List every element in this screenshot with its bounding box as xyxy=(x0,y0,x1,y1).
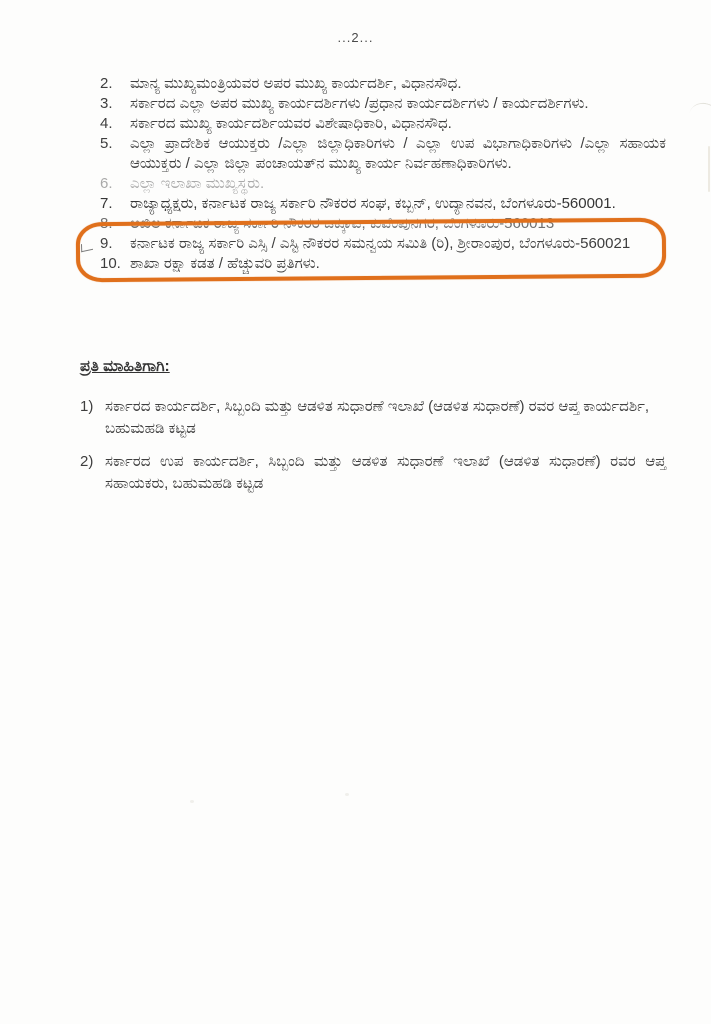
item-text: ಶಾಖಾ ರಕ್ಷಾ ಕಡತ / ಹೆಚ್ಚುವರಿ ಪ್ರತಿಗಳು. xyxy=(130,255,320,272)
item-number: 5. xyxy=(100,135,113,152)
scan-speck xyxy=(190,800,194,803)
item-number: 4. xyxy=(100,115,113,132)
scan-artifact-curve xyxy=(686,100,711,133)
item-text: ಕರ್ನಾಟಕ ರಾಜ್ಯ ಸರ್ಕಾರಿ ಎಸ್ಸಿ / ಎಸ್ಟಿ ನೌಕರರ ಸಮನ್ವಯ ಸಮಿತಿ (ರಿ), ಶ್ರೀರಾಂಪುರ, ಬೆಂಗಳೂರು-560021 xyxy=(130,235,631,252)
item-text: ರಾಜ್ಯಾಧ್ಯಕ್ಷರು, ಕರ್ನಾಟಕ ರಾಜ್ಯ ಸರ್ಕಾರಿ ನೌಕರರ ಸಂಘ, ಕಬ್ಬನ್, ಉದ್ಯಾನವನ, ಬೆಂಗಳೂರು-560001. xyxy=(130,195,616,212)
copy-info-section xyxy=(80,356,666,496)
dist-item-4 xyxy=(100,114,666,134)
item-number: 1) xyxy=(80,397,94,415)
dist-item-5 xyxy=(100,134,666,174)
item-text: ಸರ್ಕಾರದ ಉಪ ಕಾರ್ಯದರ್ಶಿ, ಸಿಬ್ಬಂದಿ ಮತ್ತು ಆಡಳಿತ ಸುಧಾರಣೆ ಇಲಾಖೆ (ಆಡಳಿತ ಸುಧಾರಣೆ) ರವರ ಆಪ್ತ ಸಹಾಯಕರು, ಬಹುಮಹಡಿ ಕಟ್ಟಡ xyxy=(105,452,666,492)
item-text: ಎಲ್ಲಾ ಪ್ರಾದೇಶಿಕ ಆಯುಕ್ತರು /ಎಲ್ಲಾ ಜಿಲ್ಲಾಧಿಕಾರಿಗಳು / ಎಲ್ಲಾ ಉಪ ವಿಭಾಗಾಧಿಕಾರಿಗಳು /ಎಲ್ಲಾ ಸಹಾಯಕ ಆಯುಕ್ತರು / ಎಲ್ಲಾ ಜಿಲ್ಲಾ ಪಂಚಾಯತ್‌ನ ಮುಖ್ಯ ಕಾರ್ಯ ನಿರ್ವಹಣಾಧಿಕಾರಿಗಳು. xyxy=(130,135,666,172)
dist-item-3 xyxy=(100,94,666,114)
item-number: 9. xyxy=(100,235,113,252)
info-item-1 xyxy=(80,396,666,441)
item-text: ಅಖಿಲ ಕರ್ನಾಟಕ ರಾಜ್ಯ ಸರ್ಕಾರಿ ನೌಕರರ ಒಕ್ಕೂಟ, ಕುವೆಂಪುನಗರ, ಬೆಂಗಳೂರು-560013 xyxy=(130,215,555,232)
item-text: ಎಲ್ಲಾ ಇಲಾಖಾ ಮುಖ್ಯಸ್ಥರು. xyxy=(130,175,265,192)
info-item-2 xyxy=(80,451,666,496)
item-text: ಮಾನ್ಯ ಮುಖ್ಯಮಂತ್ರಿಯವರ ಅಪರ ಮುಖ್ಯ ಕಾರ್ಯದರ್ಶಿ, ವಿಧಾನಸೌಧ. xyxy=(130,75,462,92)
page-number: ...2... xyxy=(337,30,374,45)
item-number: 10. xyxy=(100,255,121,272)
item-number: 3. xyxy=(100,95,113,112)
scan-artifact-edge xyxy=(708,146,710,192)
item-number: 6. xyxy=(100,175,113,192)
dist-item-6 xyxy=(100,174,666,194)
highlight-oval-annotation xyxy=(76,218,666,283)
copy-info-heading: ಪ್ರತಿ ಮಾಹಿತಿಗಾಗಿ: xyxy=(80,358,170,375)
item-number: 2. xyxy=(100,75,113,92)
item-text: ಸರ್ಕಾರದ ಎಲ್ಲಾ ಅಪರ ಮುಖ್ಯ ಕಾರ್ಯದರ್ಶಿಗಳು /ಪ್ರಧಾನ ಕಾರ್ಯದರ್ಶಿಗಳು / ಕಾರ್ಯದರ್ಶಿಗಳು. xyxy=(130,95,589,112)
item-number: 7. xyxy=(100,195,113,212)
item-text: ಸರ್ಕಾರದ ಮುಖ್ಯ ಕಾರ್ಯದರ್ಶಿಯವರ ವಿಶೇಷಾಧಿಕಾರಿ, ವಿಧಾನಸೌಧ. xyxy=(130,115,452,132)
item-text: ಸರ್ಕಾರದ ಕಾರ್ಯದರ್ಶಿ, ಸಿಬ್ಬಂದಿ ಮತ್ತು ಆಡಳಿತ ಸುಧಾರಣೆ ಇಲಾಖೆ (ಆಡಳಿತ ಸುಧಾರಣೆ) ರವರ ಆಪ್ತ ಕಾರ್ಯದರ್ಶಿ, ಬಹುಮಹಡಿ ಕಟ್ಟಡ xyxy=(105,397,650,437)
dist-item-7-highlighted xyxy=(100,194,666,214)
item-number: 8. xyxy=(100,215,113,232)
dist-item-2 xyxy=(100,74,666,94)
item-number: 2) xyxy=(80,452,94,470)
scan-speck xyxy=(345,793,349,796)
